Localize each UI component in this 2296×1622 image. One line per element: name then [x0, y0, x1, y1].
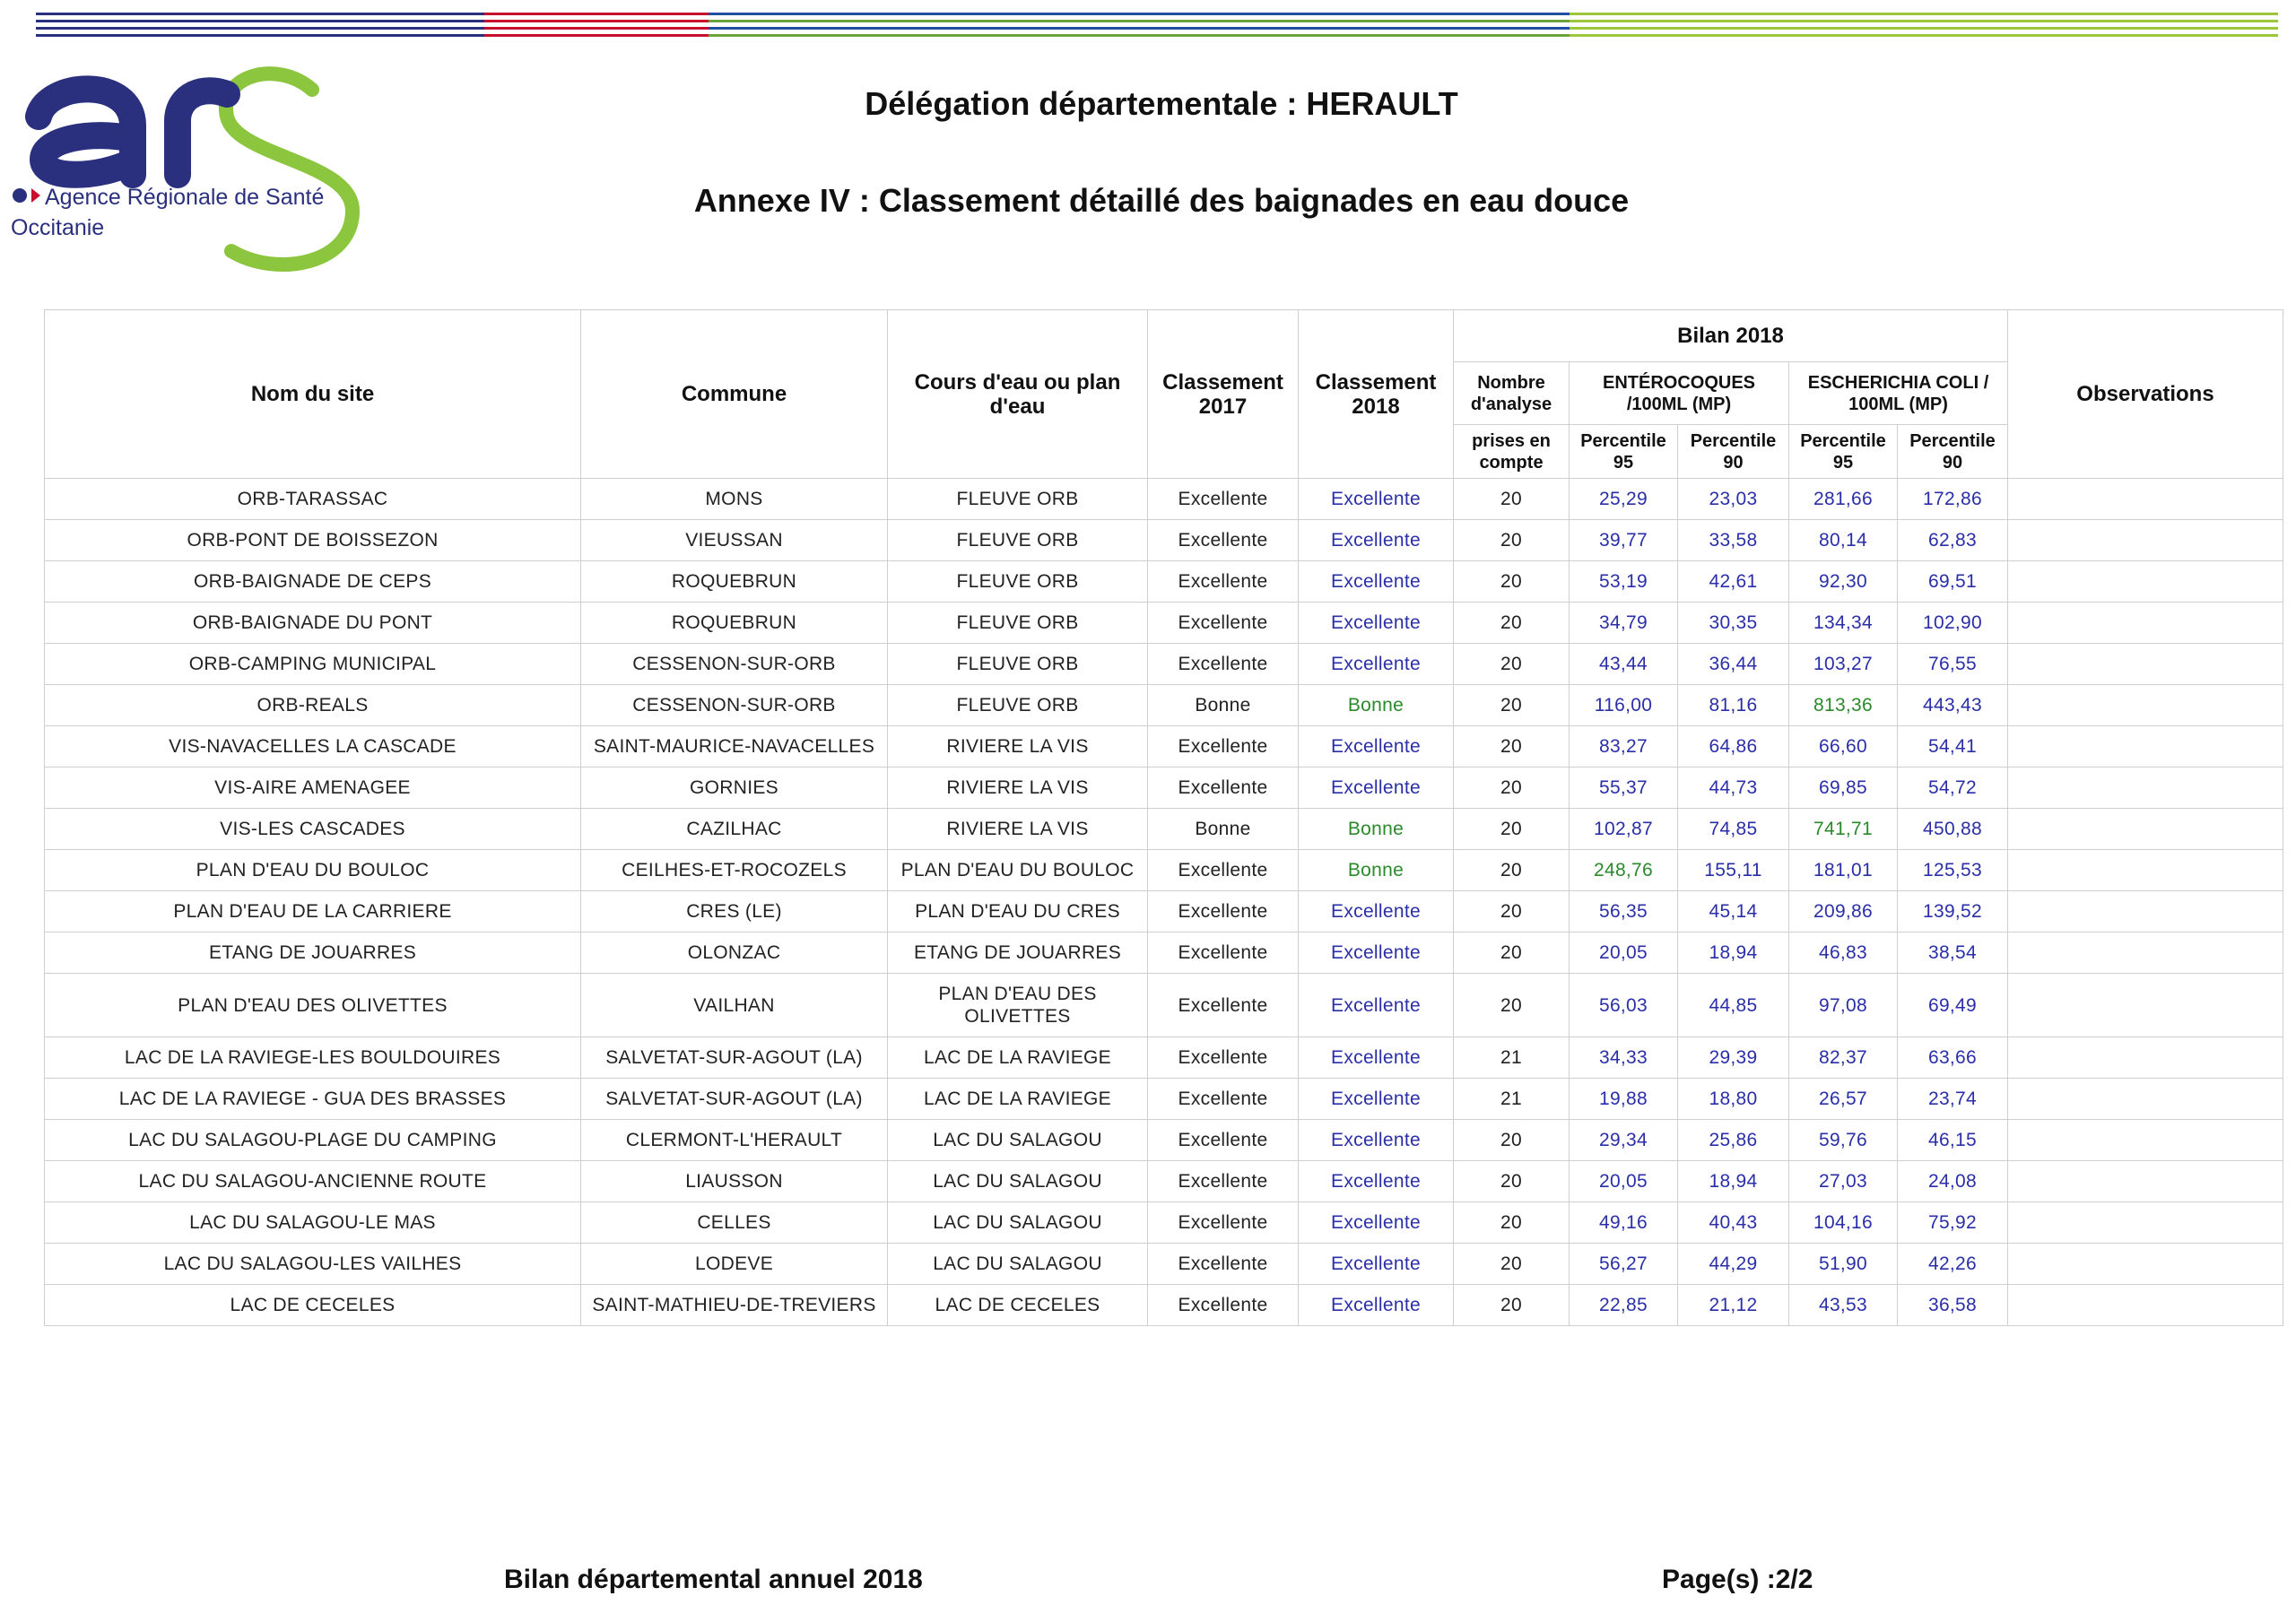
bathing-sites-table: [44, 309, 2283, 1326]
cell-ecoli-p90: 42,26: [1898, 1244, 2008, 1285]
cell-observations: [2008, 726, 2283, 768]
table-row: [45, 520, 2283, 561]
header-count-bottom: prises en compte: [1454, 425, 1570, 479]
cell-analysis-count: 20: [1454, 1120, 1570, 1161]
cell-water: PLAN D'EAU DU BOULOC: [888, 850, 1148, 891]
cell-ecoli-p95: 134,34: [1789, 603, 1898, 644]
cell-site: ORB-CAMPING MUNICIPAL: [45, 644, 581, 685]
cell-commune: GORNIES: [581, 768, 888, 809]
cell-ecoli-p95: 27,03: [1789, 1161, 1898, 1202]
table-row: [45, 1079, 2283, 1120]
cell-analysis-count: 20: [1454, 726, 1570, 768]
cell-class-2017: Excellente: [1148, 768, 1299, 809]
cell-analysis-count: 21: [1454, 1079, 1570, 1120]
cell-commune: MONS: [581, 479, 888, 520]
cell-ecoli-p95: 281,66: [1789, 479, 1898, 520]
cell-site: LAC DE LA RAVIEGE - GUA DES BRASSES: [45, 1079, 581, 1120]
table-row: [45, 1161, 2283, 1202]
cell-entero-p95: 56,27: [1570, 1244, 1678, 1285]
cell-site: ETANG DE JOUARRES: [45, 932, 581, 974]
cell-class-2017: Excellente: [1148, 1202, 1299, 1244]
cell-class-2017: Excellente: [1148, 891, 1299, 932]
cell-water: RIVIERE LA VIS: [888, 768, 1148, 809]
cell-entero-p90: 33,58: [1678, 520, 1789, 561]
cell-entero-p90: 30,35: [1678, 603, 1789, 644]
cell-ecoli-p95: 813,36: [1789, 685, 1898, 726]
cell-entero-p95: 102,87: [1570, 809, 1678, 850]
cell-entero-p95: 55,37: [1570, 768, 1678, 809]
cell-class-2018: Bonne: [1299, 809, 1454, 850]
cell-entero-p90: 36,44: [1678, 644, 1789, 685]
header-observations: Observations: [2008, 310, 2283, 479]
cell-entero-p95: 39,77: [1570, 520, 1678, 561]
cell-class-2017: Excellente: [1148, 1285, 1299, 1326]
header-water: Cours d'eau ou plan d'eau: [888, 310, 1148, 479]
table-row: [45, 1244, 2283, 1285]
cell-analysis-count: 20: [1454, 768, 1570, 809]
cell-analysis-count: 20: [1454, 809, 1570, 850]
cell-water: FLEUVE ORB: [888, 603, 1148, 644]
cell-ecoli-p95: 92,30: [1789, 561, 1898, 603]
cell-water: FLEUVE ORB: [888, 520, 1148, 561]
cell-ecoli-p90: 125,53: [1898, 850, 2008, 891]
header-class-2018: Classement 2018: [1299, 310, 1454, 479]
header-class-2017: Classement 2017: [1148, 310, 1299, 479]
cell-ecoli-p90: 23,74: [1898, 1079, 2008, 1120]
cell-ecoli-p90: 36,58: [1898, 1285, 2008, 1326]
cell-observations: [2008, 685, 2283, 726]
footer-report-title: Bilan départemental annuel 2018: [504, 1565, 923, 1594]
cell-water: LAC DU SALAGOU: [888, 1120, 1148, 1161]
cell-entero-p90: 64,86: [1678, 726, 1789, 768]
cell-ecoli-p90: 75,92: [1898, 1202, 2008, 1244]
cell-ecoli-p90: 76,55: [1898, 644, 2008, 685]
cell-class-2018: Excellente: [1299, 561, 1454, 603]
cell-site: PLAN D'EAU DE LA CARRIERE: [45, 891, 581, 932]
cell-analysis-count: 20: [1454, 479, 1570, 520]
cell-class-2017: Excellente: [1148, 479, 1299, 520]
table-row: [45, 974, 2283, 1037]
cell-entero-p95: 34,79: [1570, 603, 1678, 644]
header-bilan: Bilan 2018: [1454, 310, 2008, 362]
cell-observations: [2008, 1037, 2283, 1079]
cell-entero-p90: 44,29: [1678, 1244, 1789, 1285]
cell-class-2018: Excellente: [1299, 479, 1454, 520]
cell-analysis-count: 20: [1454, 1285, 1570, 1326]
cell-ecoli-p90: 54,41: [1898, 726, 2008, 768]
cell-ecoli-p95: 59,76: [1789, 1120, 1898, 1161]
cell-ecoli-p95: 43,53: [1789, 1285, 1898, 1326]
cell-entero-p90: 29,39: [1678, 1037, 1789, 1079]
cell-entero-p90: 40,43: [1678, 1202, 1789, 1244]
cell-water: LAC DU SALAGOU: [888, 1244, 1148, 1285]
cell-site: VIS-LES CASCADES: [45, 809, 581, 850]
cell-ecoli-p90: 102,90: [1898, 603, 2008, 644]
cell-class-2017: Excellente: [1148, 1161, 1299, 1202]
cell-class-2018: Excellente: [1299, 974, 1454, 1037]
cell-analysis-count: 20: [1454, 850, 1570, 891]
cell-ecoli-p95: 103,27: [1789, 644, 1898, 685]
cell-ecoli-p95: 209,86: [1789, 891, 1898, 932]
cell-water: RIVIERE LA VIS: [888, 809, 1148, 850]
table-row: [45, 1202, 2283, 1244]
cell-analysis-count: 20: [1454, 891, 1570, 932]
cell-site: LAC DE LA RAVIEGE-LES BOULDOUIRES: [45, 1037, 581, 1079]
cell-analysis-count: 20: [1454, 932, 1570, 974]
cell-entero-p95: 25,29: [1570, 479, 1678, 520]
cell-ecoli-p95: 741,71: [1789, 809, 1898, 850]
cell-analysis-count: 21: [1454, 1037, 1570, 1079]
cell-water: FLEUVE ORB: [888, 479, 1148, 520]
cell-class-2018: Excellente: [1299, 726, 1454, 768]
cell-analysis-count: 20: [1454, 974, 1570, 1037]
table-row: [45, 768, 2283, 809]
page-title: Délégation départementale : HERAULT: [865, 85, 1458, 122]
cell-analysis-count: 20: [1454, 561, 1570, 603]
cell-entero-p95: 43,44: [1570, 644, 1678, 685]
cell-analysis-count: 20: [1454, 1244, 1570, 1285]
table-row: [45, 850, 2283, 891]
cell-class-2018: Excellente: [1299, 1079, 1454, 1120]
cell-water: FLEUVE ORB: [888, 644, 1148, 685]
cell-water: LAC DE LA RAVIEGE: [888, 1037, 1148, 1079]
cell-water: LAC DU SALAGOU: [888, 1202, 1148, 1244]
cell-ecoli-p90: 450,88: [1898, 809, 2008, 850]
cell-commune: OLONZAC: [581, 932, 888, 974]
cell-commune: SAINT-MAURICE-NAVACELLES: [581, 726, 888, 768]
cell-observations: [2008, 932, 2283, 974]
cell-class-2017: Bonne: [1148, 685, 1299, 726]
logo-agency-text: Agence Régionale de Santé: [45, 185, 325, 210]
cell-water: PLAN D'EAU DU CRES: [888, 891, 1148, 932]
cell-ecoli-p95: 82,37: [1789, 1037, 1898, 1079]
cell-entero-p90: 18,94: [1678, 1161, 1789, 1202]
cell-site: ORB-TARASSAC: [45, 479, 581, 520]
cell-commune: CLERMONT-L'HERAULT: [581, 1120, 888, 1161]
cell-entero-p90: 44,73: [1678, 768, 1789, 809]
cell-entero-p95: 20,05: [1570, 932, 1678, 974]
cell-entero-p95: 19,88: [1570, 1079, 1678, 1120]
cell-observations: [2008, 850, 2283, 891]
cell-ecoli-p90: 38,54: [1898, 932, 2008, 974]
header-commune: Commune: [581, 310, 888, 479]
cell-class-2017: Excellente: [1148, 974, 1299, 1037]
cell-ecoli-p95: 69,85: [1789, 768, 1898, 809]
cell-observations: [2008, 1202, 2283, 1244]
header-stripes: [36, 13, 2278, 39]
table-row: [45, 685, 2283, 726]
cell-observations: [2008, 561, 2283, 603]
cell-ecoli-p95: 26,57: [1789, 1079, 1898, 1120]
cell-entero-p90: 21,12: [1678, 1285, 1789, 1326]
cell-entero-p95: 56,03: [1570, 974, 1678, 1037]
cell-entero-p90: 18,80: [1678, 1079, 1789, 1120]
cell-class-2018: Excellente: [1299, 603, 1454, 644]
cell-class-2018: Excellente: [1299, 891, 1454, 932]
cell-observations: [2008, 1244, 2283, 1285]
page-subtitle: Annexe IV : Classement détaillé des baignades en eau douce: [693, 182, 1630, 219]
table-row: [45, 1120, 2283, 1161]
cell-observations: [2008, 1079, 2283, 1120]
cell-class-2018: Excellente: [1299, 1202, 1454, 1244]
cell-class-2017: Excellente: [1148, 520, 1299, 561]
cell-commune: LODEVE: [581, 1244, 888, 1285]
cell-class-2017: Bonne: [1148, 809, 1299, 850]
cell-ecoli-p95: 104,16: [1789, 1202, 1898, 1244]
cell-water: RIVIERE LA VIS: [888, 726, 1148, 768]
cell-class-2018: Excellente: [1299, 1037, 1454, 1079]
header-ecoli-p90: Percentile 90: [1898, 425, 2008, 479]
cell-commune: VIEUSSAN: [581, 520, 888, 561]
cell-observations: [2008, 974, 2283, 1037]
cell-commune: CRES (LE): [581, 891, 888, 932]
cell-entero-p95: 20,05: [1570, 1161, 1678, 1202]
cell-observations: [2008, 603, 2283, 644]
cell-entero-p90: 74,85: [1678, 809, 1789, 850]
cell-commune: SALVETAT-SUR-AGOUT (LA): [581, 1079, 888, 1120]
cell-commune: CELLES: [581, 1202, 888, 1244]
cell-water: FLEUVE ORB: [888, 561, 1148, 603]
cell-commune: CEILHES-ET-ROCOZELS: [581, 850, 888, 891]
cell-entero-p95: 83,27: [1570, 726, 1678, 768]
cell-commune: VAILHAN: [581, 974, 888, 1037]
cell-class-2018: Excellente: [1299, 932, 1454, 974]
cell-commune: CESSENON-SUR-ORB: [581, 685, 888, 726]
cell-ecoli-p95: 80,14: [1789, 520, 1898, 561]
cell-class-2018: Excellente: [1299, 1120, 1454, 1161]
cell-observations: [2008, 479, 2283, 520]
cell-site: VIS-AIRE AMENAGEE: [45, 768, 581, 809]
cell-ecoli-p90: 69,49: [1898, 974, 2008, 1037]
table-row: [45, 1285, 2283, 1326]
cell-observations: [2008, 768, 2283, 809]
cell-ecoli-p95: 66,60: [1789, 726, 1898, 768]
cell-entero-p95: 53,19: [1570, 561, 1678, 603]
cell-site: PLAN D'EAU DES OLIVETTES: [45, 974, 581, 1037]
cell-ecoli-p90: 54,72: [1898, 768, 2008, 809]
cell-analysis-count: 20: [1454, 1161, 1570, 1202]
cell-commune: CESSENON-SUR-ORB: [581, 644, 888, 685]
table-row: [45, 1037, 2283, 1079]
cell-class-2017: Excellente: [1148, 1037, 1299, 1079]
logo-region-text: Occitanie: [11, 215, 105, 240]
cell-ecoli-p90: 139,52: [1898, 891, 2008, 932]
cell-class-2017: Excellente: [1148, 644, 1299, 685]
cell-class-2017: Excellente: [1148, 932, 1299, 974]
cell-class-2017: Excellente: [1148, 1120, 1299, 1161]
cell-analysis-count: 20: [1454, 603, 1570, 644]
cell-observations: [2008, 1120, 2283, 1161]
cell-class-2017: Excellente: [1148, 850, 1299, 891]
cell-class-2018: Excellente: [1299, 520, 1454, 561]
header-site: Nom du site: [45, 310, 581, 479]
cell-commune: CAZILHAC: [581, 809, 888, 850]
table-row: [45, 603, 2283, 644]
cell-water: PLAN D'EAU DES OLIVETTES: [888, 974, 1148, 1037]
cell-observations: [2008, 644, 2283, 685]
cell-site: ORB-REALS: [45, 685, 581, 726]
cell-ecoli-p90: 443,43: [1898, 685, 2008, 726]
cell-site: PLAN D'EAU DU BOULOC: [45, 850, 581, 891]
cell-water: LAC DU SALAGOU: [888, 1161, 1148, 1202]
cell-ecoli-p90: 24,08: [1898, 1161, 2008, 1202]
header-ecoli-p95: Percentile 95: [1789, 425, 1898, 479]
cell-class-2018: Bonne: [1299, 685, 1454, 726]
cell-entero-p90: 155,11: [1678, 850, 1789, 891]
cell-site: LAC DU SALAGOU-ANCIENNE ROUTE: [45, 1161, 581, 1202]
cell-site: ORB-BAIGNADE DE CEPS: [45, 561, 581, 603]
cell-ecoli-p90: 63,66: [1898, 1037, 2008, 1079]
cell-entero-p95: 116,00: [1570, 685, 1678, 726]
footer-page-number: Page(s) :2/2: [1662, 1565, 1813, 1594]
cell-ecoli-p95: 181,01: [1789, 850, 1898, 891]
cell-entero-p90: 45,14: [1678, 891, 1789, 932]
cell-entero-p90: 18,94: [1678, 932, 1789, 974]
cell-entero-p90: 42,61: [1678, 561, 1789, 603]
table-row: [45, 932, 2283, 974]
cell-observations: [2008, 891, 2283, 932]
cell-observations: [2008, 809, 2283, 850]
cell-water: ETANG DE JOUARRES: [888, 932, 1148, 974]
table-row: [45, 644, 2283, 685]
table-row: [45, 726, 2283, 768]
cell-entero-p95: 22,85: [1570, 1285, 1678, 1326]
cell-ecoli-p90: 69,51: [1898, 561, 2008, 603]
cell-class-2018: Excellente: [1299, 644, 1454, 685]
cell-ecoli-p95: 97,08: [1789, 974, 1898, 1037]
table-row: [45, 479, 2283, 520]
cell-entero-p90: 44,85: [1678, 974, 1789, 1037]
cell-entero-p95: 248,76: [1570, 850, 1678, 891]
cell-entero-p95: 49,16: [1570, 1202, 1678, 1244]
cell-commune: LIAUSSON: [581, 1161, 888, 1202]
cell-entero-p95: 34,33: [1570, 1037, 1678, 1079]
cell-water: LAC DE CECELES: [888, 1285, 1148, 1326]
cell-ecoli-p95: 46,83: [1789, 932, 1898, 974]
cell-site: LAC DE CECELES: [45, 1285, 581, 1326]
cell-water: LAC DE LA RAVIEGE: [888, 1079, 1148, 1120]
cell-class-2018: Excellente: [1299, 1161, 1454, 1202]
cell-entero-p90: 81,16: [1678, 685, 1789, 726]
cell-site: LAC DU SALAGOU-PLAGE DU CAMPING: [45, 1120, 581, 1161]
cell-site: VIS-NAVACELLES LA CASCADE: [45, 726, 581, 768]
header-entero-p95: Percentile 95: [1570, 425, 1678, 479]
cell-class-2018: Bonne: [1299, 850, 1454, 891]
cell-analysis-count: 20: [1454, 520, 1570, 561]
cell-observations: [2008, 1285, 2283, 1326]
header-enterocoques: ENTÉROCOQUES /100ML (MP): [1570, 362, 1789, 425]
cell-commune: ROQUEBRUN: [581, 561, 888, 603]
cell-analysis-count: 20: [1454, 644, 1570, 685]
header-count-top: Nombre d'analyse: [1454, 362, 1570, 425]
table-row: [45, 891, 2283, 932]
cell-class-2017: Excellente: [1148, 726, 1299, 768]
cell-site: ORB-PONT DE BOISSEZON: [45, 520, 581, 561]
cell-ecoli-p90: 46,15: [1898, 1120, 2008, 1161]
cell-analysis-count: 20: [1454, 1202, 1570, 1244]
cell-observations: [2008, 520, 2283, 561]
cell-ecoli-p95: 51,90: [1789, 1244, 1898, 1285]
header-entero-p90: Percentile 90: [1678, 425, 1789, 479]
cell-ecoli-p90: 172,86: [1898, 479, 2008, 520]
cell-class-2018: Excellente: [1299, 1285, 1454, 1326]
header-ecoli: ESCHERICHIA COLI / 100ML (MP): [1789, 362, 2008, 425]
cell-class-2018: Excellente: [1299, 1244, 1454, 1285]
table-row: [45, 561, 2283, 603]
cell-commune: ROQUEBRUN: [581, 603, 888, 644]
table-row: [45, 809, 2283, 850]
cell-site: ORB-BAIGNADE DU PONT: [45, 603, 581, 644]
cell-class-2017: Excellente: [1148, 603, 1299, 644]
cell-class-2017: Excellente: [1148, 561, 1299, 603]
cell-ecoli-p90: 62,83: [1898, 520, 2008, 561]
cell-site: LAC DU SALAGOU-LE MAS: [45, 1202, 581, 1244]
cell-observations: [2008, 1161, 2283, 1202]
cell-water: FLEUVE ORB: [888, 685, 1148, 726]
cell-site: LAC DU SALAGOU-LES VAILHES: [45, 1244, 581, 1285]
cell-entero-p90: 23,03: [1678, 479, 1789, 520]
cell-entero-p95: 56,35: [1570, 891, 1678, 932]
cell-commune: SAINT-MATHIEU-DE-TREVIERS: [581, 1285, 888, 1326]
cell-entero-p90: 25,86: [1678, 1120, 1789, 1161]
cell-class-2017: Excellente: [1148, 1244, 1299, 1285]
cell-entero-p95: 29,34: [1570, 1120, 1678, 1161]
cell-analysis-count: 20: [1454, 685, 1570, 726]
cell-commune: SALVETAT-SUR-AGOUT (LA): [581, 1037, 888, 1079]
cell-class-2018: Excellente: [1299, 768, 1454, 809]
cell-class-2017: Excellente: [1148, 1079, 1299, 1120]
